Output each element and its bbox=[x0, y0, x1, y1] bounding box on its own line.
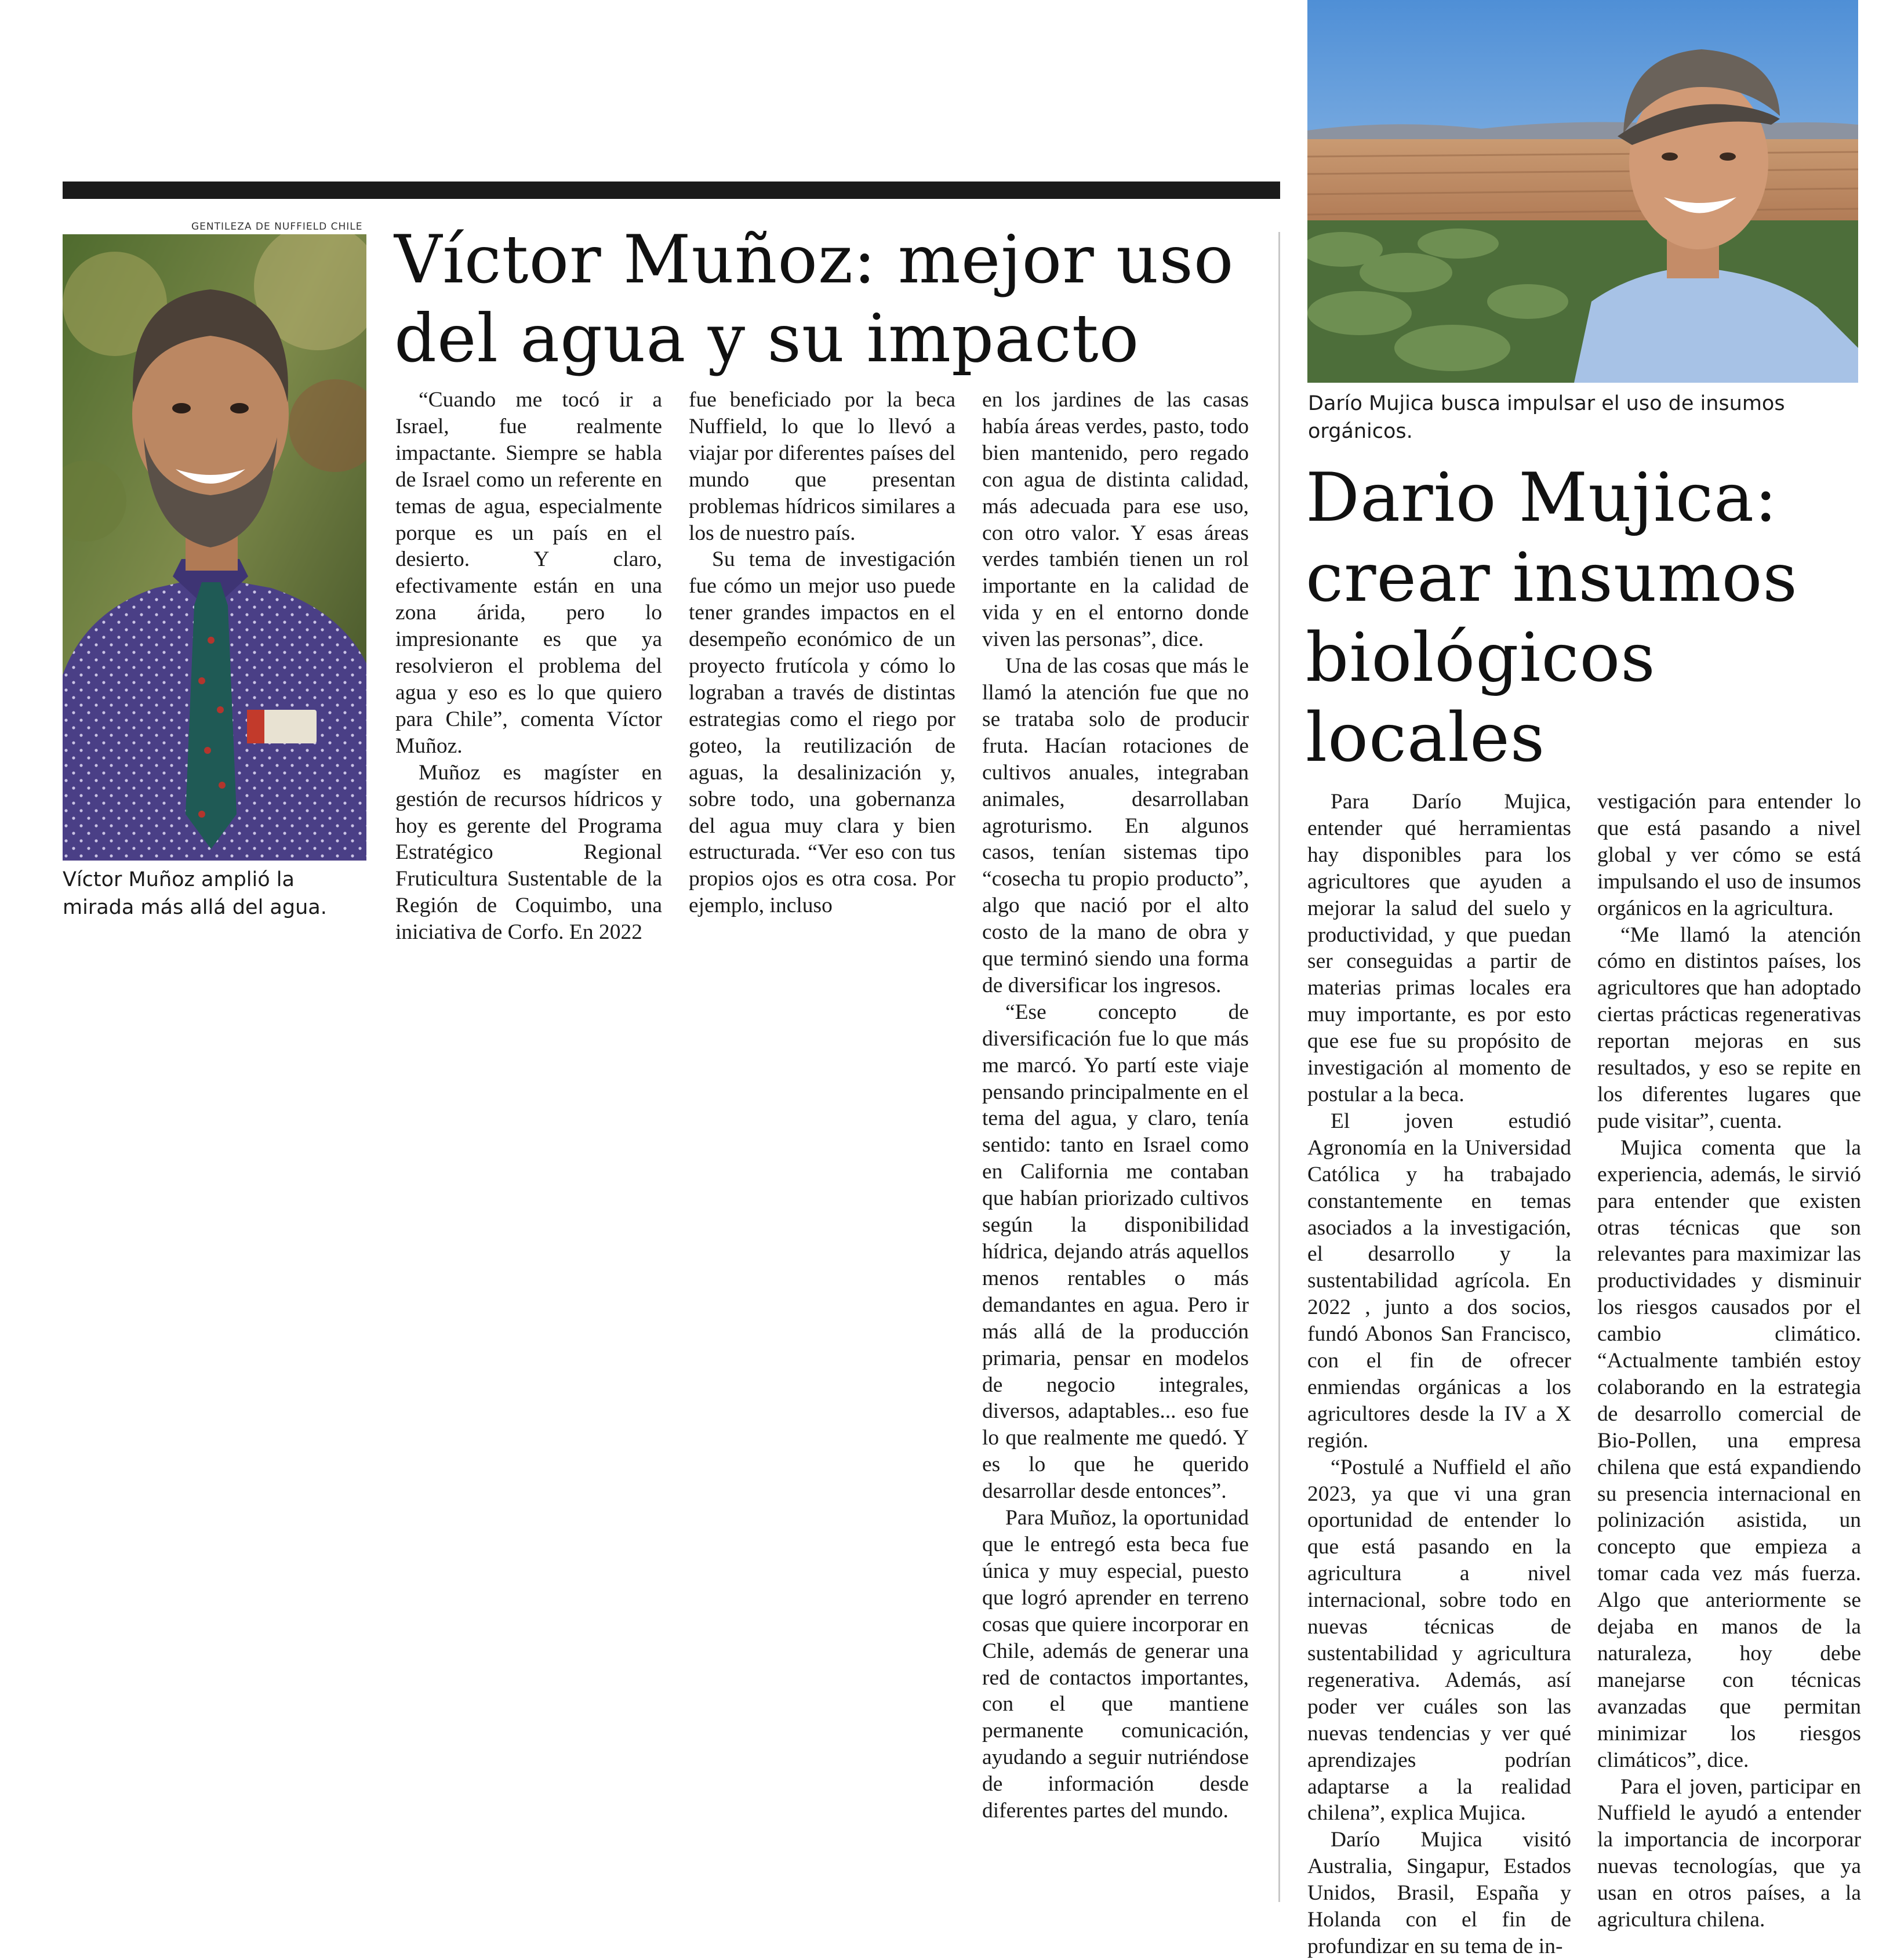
article-paragraph: Su tema de investigación fue cómo un mejor uso puede tener grandes impactos en el desempeño económico de un proyecto frutícola y cómo lo lograban a través de distintas estrategias como el riego por goteo, la reutilización de aguas, la desalinización y, sobre todo, una gobernanza del agua muy clara y bien estructurada. “Ver eso con tus propios ojos es otra cosa. Por ejemplo, incluso bbox=[689, 547, 955, 918]
victor-headline bbox=[394, 220, 1252, 378]
article-paragraph: Mujica comenta que la experiencia, además, le sirvió para entender que existen otras técnicas que son relevantes para maximizar las productividades y disminuir los riesgos causados por el cambio climático. “Actualmente también estoy colaborando en la estrategia de desarrollo comercial de Bio-Pollen, una empresa chilena que está expandiendo su presencia internacional en polinización asistida, un concepto que empieza a tomar cada vez más fuerza. Algo que anteriormente se dejaba en manos de la naturaleza, hoy debe manejarse con técnicas avanzadas que permitan minimizar los riesgos climáticos”, dice. bbox=[1597, 1135, 1861, 1772]
dario-headline bbox=[1306, 458, 1862, 778]
victor-article-column-3 bbox=[982, 387, 1249, 1824]
article-paragraph: Muñoz es magíster en gestión de recursos hídricos y hoy es gerente del Programa Estratégico Regional Fruticultura Sustentable de la Región de Coquimbo, una iniciativa de Corfo. En 2022 bbox=[395, 760, 662, 945]
dario-headline-line3: biológicos bbox=[1306, 619, 1656, 697]
victor-article-column-2 bbox=[689, 387, 955, 919]
victor-munoz-photo bbox=[63, 234, 366, 861]
victor-photo-caption: Víctor Muñoz amplió la mirada más allá del agua. bbox=[63, 868, 327, 919]
top-rule bbox=[63, 182, 1280, 199]
column-divider bbox=[1278, 232, 1280, 1902]
dario-photo-caption: Darío Mujica busca impulsar el uso de insumos orgánicos. bbox=[1308, 392, 1785, 443]
article-paragraph: Para el joven, participar en Nuffield le ayudó a entender la importancia de incorporar nuevas tecnologías, que ya usan en otros países, a la agricultura chilena. bbox=[1597, 1774, 1861, 1932]
article-paragraph: “Me llamó la atención cómo en distintos países, los agricultores que han adoptado ciertas prácticas regenerativas reportan mejoras en sus resultados, y eso se repite en los diferentes lugares que pude visitar”, cuenta. bbox=[1597, 923, 1861, 1133]
article-paragraph: en los jardines de las casas había áreas verdes, pasto, todo bien mantenido, pero regado con agua de distinta calidad, más adecuada para ese uso, con otro valor. Y esas áreas verdes también tienen un rol importante en la calidad de vida y en el entorno donde viven las personas”, dice. bbox=[982, 388, 1249, 652]
victor-article-column-1 bbox=[395, 387, 662, 946]
article-paragraph: fue beneficiado por la beca Nuffield, lo que lo llevó a viajar por diferentes países del mundo que presentan problemas hídricos similares a los de nuestro país. bbox=[689, 388, 955, 545]
victor-headline-line1: Víctor Muñoz: mejor uso bbox=[394, 221, 1234, 298]
victor-headline-line2: del agua y su impacto bbox=[394, 300, 1140, 377]
article-paragraph: vestigación para entender lo que está pasando a nivel global y ver cómo se está impulsando el uso de insumos orgánicos en la agricultura. bbox=[1597, 790, 1861, 920]
article-paragraph: Una de las cosas que más le llamó la atención fue que no se trataba solo de producir fruta. Hacían rotaciones de cultivos anuales, integraban animales, desarrollaban agroturismo. En algunos casos, tenían sistemas tipo “cosecha tu propio producto”, algo que nació por el alto costo de la mano de obra y que terminó siendo una forma de diversificar los ingresos. bbox=[982, 654, 1249, 997]
article-paragraph: Para Darío Mujica, entender qué herramientas hay disponibles para los agricultores que ayuden a mejorar la salud del suelo y productividad, y que puedan ser conseguidas a partir de materias primas locales era muy importante, es por esto que ese fue su propósito de investigación al momento de postular a la beca. bbox=[1307, 790, 1571, 1106]
dario-mujica-photo bbox=[1307, 0, 1858, 383]
dario-article-column-1 bbox=[1307, 789, 1571, 1960]
dario-headline-line4: locales bbox=[1306, 699, 1546, 777]
article-paragraph: El joven estudió Agronomía en la Universidad Católica y ha trabajado constantemente en temas asociados a la investigación, el desarrollo y la sustentabilidad agrícola. En 2022 , junto a dos socios, fundó Abonos San Francisco, con el fin de ofrecer enmiendas orgánicas a los agricultores desde la IV a X región. bbox=[1307, 1109, 1571, 1453]
article-paragraph: “Postulé a Nuffield el año 2023, ya que vi una gran oportunidad de entender lo que está pasando en la agricultura a nivel internacional, sobre todo en nuevas técnicas de sustentabilidad y agricultura regenerativa. Además, así poder ver cuáles son las nuevas tendencias y ver qué aprendizajes podrían adaptarse a la realidad chilena”, explica Mujica. bbox=[1307, 1455, 1571, 1825]
article-paragraph: “Ese concepto de diversificación fue lo que más me marcó. Yo partí este viaje pensando principalmente en el tema del agua, y claro, tenía sentido: tanto en Israel como en California me contaban que habían priorizado cultivos según la disponibilidad hídrica, dejando atrás aquellos menos rentables o más demandantes en agua. Pero ir más allá de la producción primaria, pensar en modelos de negocio integrales, diversos, adaptables... eso fue lo que realmente me quedó. Y es lo que he querido desarrollar desde entonces”. bbox=[982, 1000, 1249, 1504]
dario-article-column-2 bbox=[1597, 789, 1861, 1933]
article-paragraph: Darío Mujica visitó Australia, Singapur, Estados Unidos, Brasil, España y Holanda con el fin de profundizar en su tema de in- bbox=[1307, 1828, 1571, 1958]
article-paragraph: “Cuando me tocó ir a Israel, fue realmente impactante. Siempre se habla de Israel como un referente en temas de agua, especialmente porque es un país en el desierto. Y claro, efectivamente están en una zona árida, pero lo impresionante es que ya resolvieron el problema del agua y eso es lo que quiero para Chile”, comenta Víctor Muñoz. bbox=[395, 388, 662, 758]
article-paragraph: Para Muñoz, la oportunidad que le entregó esta beca fue única y muy especial, puesto que logró aprender en terreno cosas que quiere incorporar en Chile, además de generar una red de contactos importantes, con el que mantiene permanente comunicación, ayudando a seguir nutriéndose de información desde diferentes partes del mundo. bbox=[982, 1506, 1249, 1823]
photo-credit: GENTILEZA DE NUFFIELD CHILE bbox=[191, 221, 363, 233]
dario-headline-line2: crear insumos bbox=[1306, 539, 1798, 617]
dario-headline-line1: Dario Mujica: bbox=[1306, 459, 1778, 537]
